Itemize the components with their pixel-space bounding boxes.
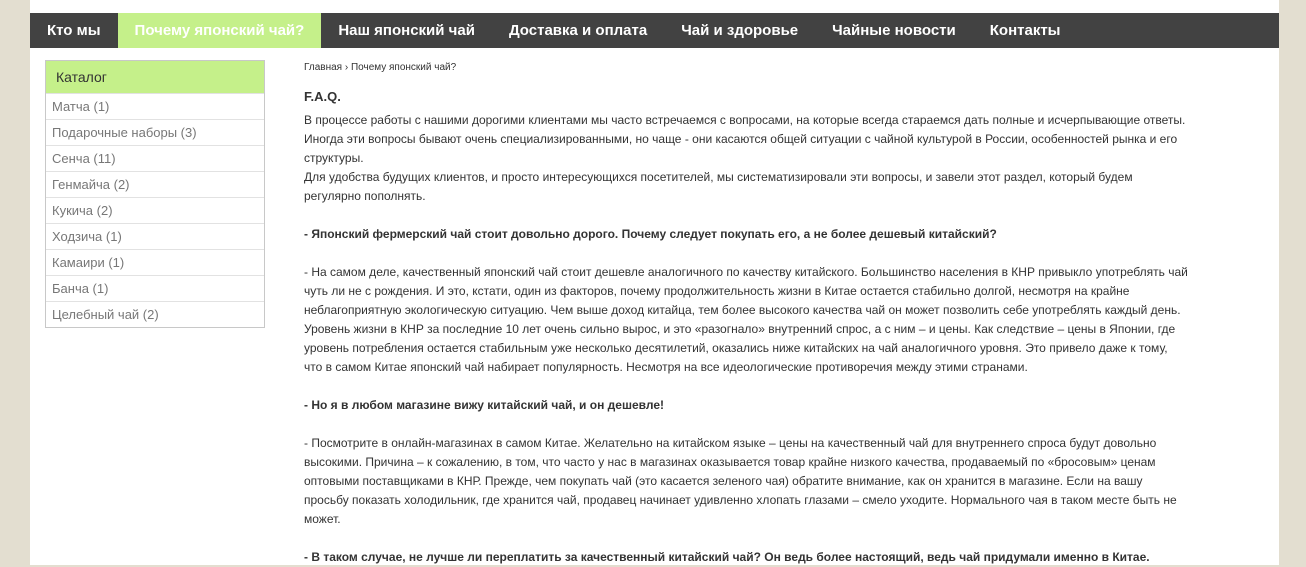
faq-answer-2: - Посмотрите в онлайн-магазинах в самом Китае. Желательно на китайском языке – цены на качественный чай для внутреннего спроса будут довольно высокими. Причина – к сожалению, в том, что часто у нас в магазинах оказывается товар крайне низкого качества, продаваемый по «бросовым» ценам оптовыми поставщиками в КНР. Прежде, чем покупать чай (это касается зеленого чая) обратите внимание, как он хранится в магазине. Если на вашу просьбу показать холодильник, где хранится чай, продавец начинает удивленно хлопать глазами – смело уходите. Нормального чая в таком месте быть не может. (304, 436, 1177, 526)
nav-item-about[interactable]: Кто мы (47, 22, 101, 39)
nav-item-our-tea[interactable]: Наш японский чай (338, 22, 475, 39)
breadcrumb-separator: › (342, 62, 351, 73)
catalog-item-healing-tea[interactable]: Целебный чай (2) (46, 301, 264, 327)
nav-item-why-japanese-tea[interactable]: Почему японский чай? (118, 13, 322, 48)
nav-item-health[interactable]: Чай и здоровье (681, 22, 799, 39)
main-nav (30, 13, 1279, 48)
catalog-item-hojicha[interactable]: Ходзича (1) (46, 223, 264, 249)
catalog-item-bancha[interactable]: Банча (1) (46, 275, 264, 301)
nav-item-delivery[interactable]: Доставка и оплата (508, 22, 648, 39)
intro-text-1: В процессе работы с нашими дорогими клиентами мы часто встречаемся с вопросами, на которые всегда стараемся дать полные и исчерпывающие ответы. Иногда эти вопросы бывают очень специализированными, но чаще - они касаются общей ситуации с чайной культурой в России, особенностей рынка и его структуры. (304, 113, 1186, 165)
nav-item-contacts[interactable]: Контакты (989, 22, 1061, 39)
breadcrumb-home-link[interactable]: Главная (304, 62, 343, 73)
catalog-sidebar (45, 60, 265, 328)
catalog-title: Каталог (46, 61, 264, 93)
catalog-item-genmaicha[interactable]: Генмайча (2) (46, 171, 264, 197)
catalog-item-kamairi[interactable]: Камаири (1) (46, 249, 264, 275)
page-container (30, 0, 1279, 565)
breadcrumb (304, 62, 1189, 74)
breadcrumb-current: Почему японский чай? (350, 62, 457, 73)
page-title: F.A.Q. (304, 89, 341, 104)
catalog-item-matcha[interactable]: Матча (1) (46, 93, 264, 119)
faq-question-3: - В таком случае, не лучше ли переплатить за качественный китайский чай? Он ведь более настоящий, ведь чай придумали именно в Китае. (304, 550, 1150, 564)
catalog-item-sencha[interactable]: Сенча (11) (46, 145, 264, 171)
faq-question-1: - Японский фермерский чай стоит довольно дорого. Почему следует покупать его, а не более дешевый китайский? (304, 227, 997, 241)
intro-text-2: Для удобства будущих клиентов, и просто интересующихся посетителей, мы систематизировали эти вопросы, и завели этот раздел, который будем регулярно пополнять. (304, 170, 1133, 203)
faq-answer-1: - На самом деле, качественный японский чай стоит дешевле аналогичного по качеству китайского. Большинство населения в КНР привыкло употреблять чай чуть ли не с рождения. И это, кстати, один из факторов, почему продолжительность жизни в Китае остается стабильно долгой, несмотря на крайне неблагоприятную экологическую ситуацию. Чем выше доход китайца, тем более высокого качества чай он может позволить себе употреблять каждый день. Уровень жизни в КНР за последние 10 лет очень сильно вырос, и это «разогнало» внутренний спрос, а с ним – и цены. Как следствие – цены в Японии, где уровень потребления остается стабильным уже несколько десятилетий, оказались ниже китайских на чай аналогичного уровня. Это привело даже к тому, что в самом Китае японский чай набирает популярность. Несмотря на все идеологические противоречия между этими странами. (304, 265, 1188, 374)
main-content (304, 62, 1189, 567)
intro-paragraph (304, 111, 1189, 206)
catalog-item-kukicha[interactable]: Кукича (2) (46, 197, 264, 223)
faq-question-2: - Но я в любом магазине вижу китайский чай, и он дешевле! (304, 398, 664, 412)
nav-item-news[interactable]: Чайные новости (832, 22, 956, 39)
top-strip (30, 0, 1279, 14)
catalog-item-gift-sets[interactable]: Подарочные наборы (3) (46, 119, 264, 145)
